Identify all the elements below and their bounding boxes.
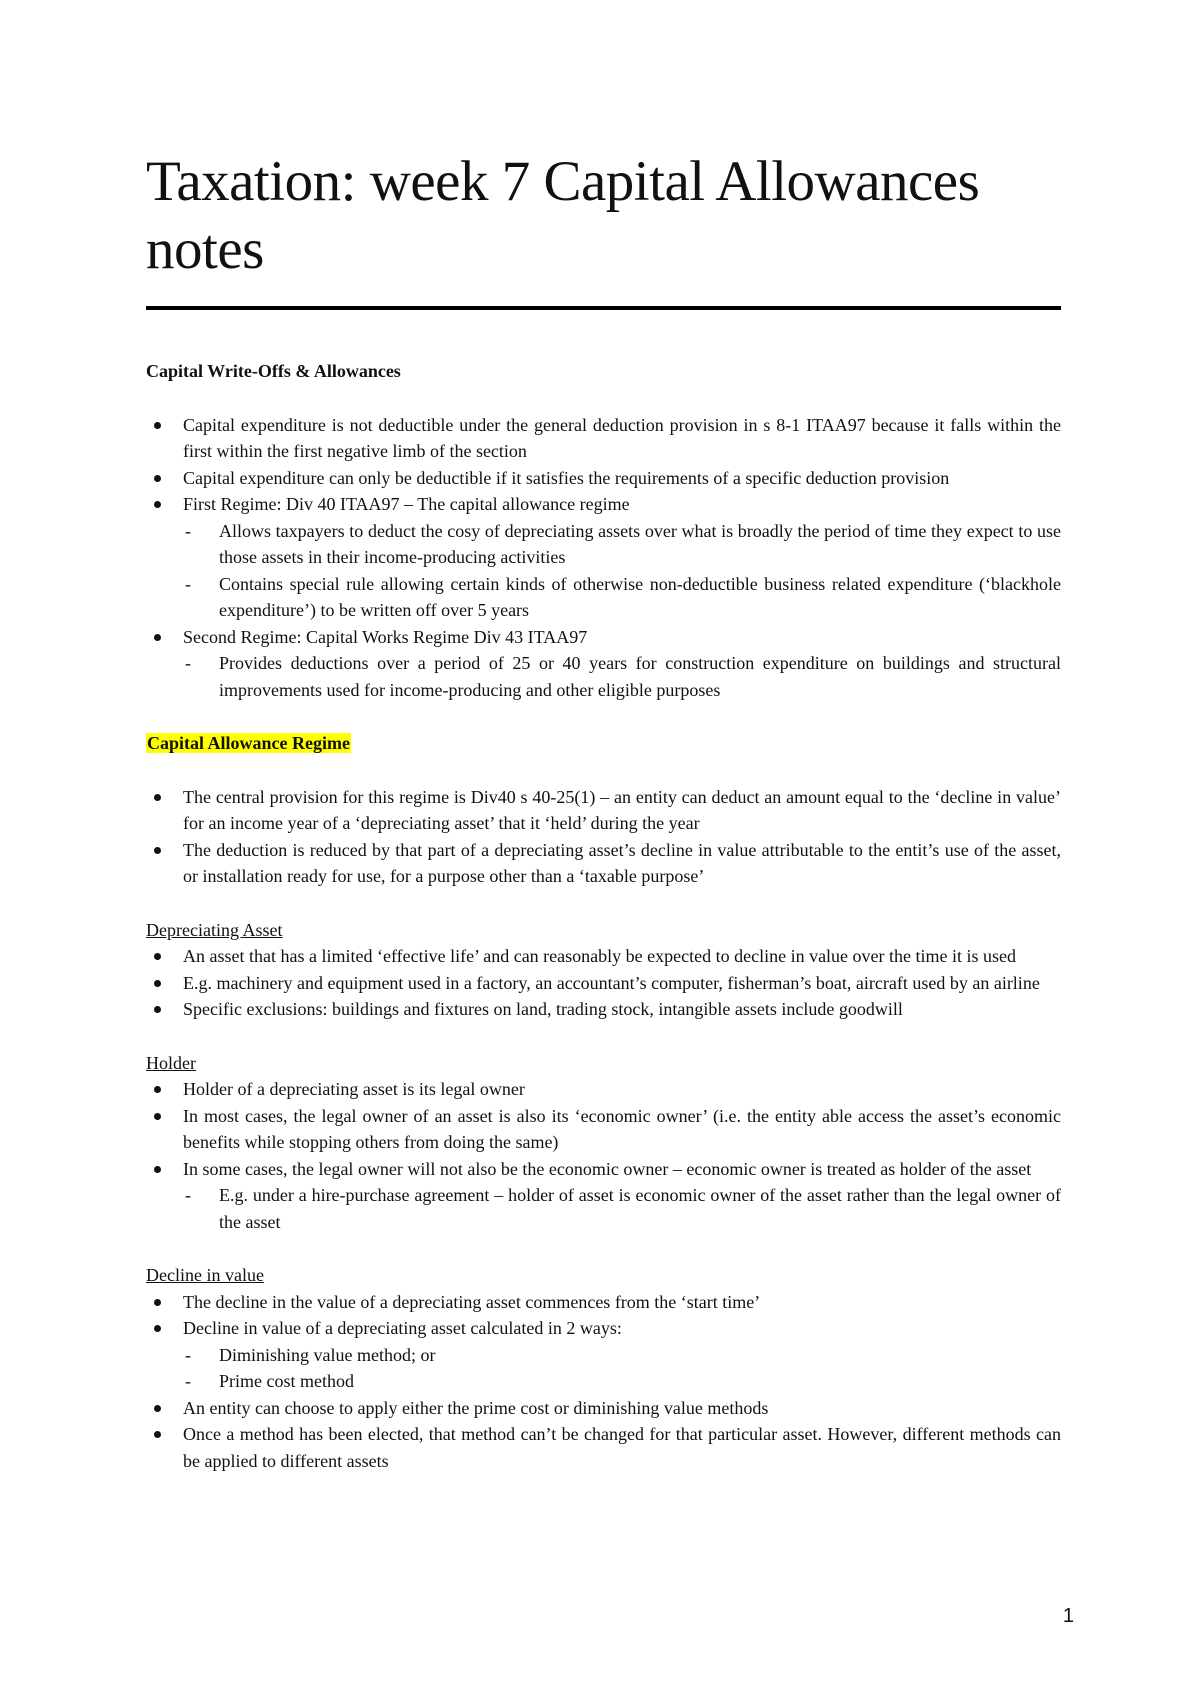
sub-list-item: - Prime cost method — [146, 1368, 1061, 1395]
bullet-list-holder — [146, 1076, 1061, 1235]
section-heading-capital-write-offs: Capital Write-Offs & Allowances — [146, 361, 401, 381]
section-heading-holder: Holder — [146, 1052, 196, 1073]
page-number: 1 — [1062, 1605, 1074, 1627]
list-item: Capital expenditure can only be deductible if it satisfies the requirements of a specific deduction provision — [146, 465, 1061, 492]
list-item: Capital expenditure is not deductible under the general deduction provision in s 8-1 ITAA97 because it falls within the first within the first negative limb of the section — [146, 412, 1061, 465]
bullet-list-capital-allowance-regime — [146, 784, 1061, 890]
list-item: The decline in the value of a depreciating asset commences from the ‘start time’ — [146, 1289, 1061, 1316]
list-item: An entity can choose to apply either the prime cost or diminishing value methods — [146, 1395, 1061, 1422]
list-item: An asset that has a limited ‘effective life’ and can reasonably be expected to decline in value over the time it is used — [146, 943, 1061, 970]
list-item: In some cases, the legal owner will not also be the economic owner – economic owner is treated as holder of the asset — [146, 1156, 1061, 1183]
list-item: In most cases, the legal owner of an asset is also its ‘economic owner’ (i.e. the entity able access the asset’s economic benefits while stopping others from doing the same) — [146, 1103, 1061, 1156]
sub-list-item: - Contains special rule allowing certain kinds of otherwise non-deductible business related expenditure (‘blackhole expenditure’) to be written off over 5 years — [146, 571, 1061, 624]
sub-list-item: - E.g. under a hire-purchase agreement – holder of asset is economic owner of the asset rather than the legal owner of the asset — [146, 1182, 1061, 1235]
section-heading-capital-allowance-regime — [146, 730, 1061, 757]
list-item: The deduction is reduced by that part of a depreciating asset’s decline in value attributable to the entit’s use of the asset, or installation ready for use, for a purpose other than a ‘taxable purpose’ — [146, 837, 1061, 890]
sub-list-item: - Allows taxpayers to deduct the cosy of depreciating assets over what is broadly the period of time they expect to use those assets in their income-producing activities — [146, 518, 1061, 571]
section-heading-depreciating-asset: Depreciating Asset — [146, 919, 283, 940]
list-item: Decline in value of a depreciating asset calculated in 2 ways: — [146, 1315, 1061, 1342]
bullet-list-capital-write-offs — [146, 412, 1061, 704]
sub-list-item: - Provides deductions over a period of 25 or 40 years for construction expenditure on buildings and structural improvements used for income-producing and other eligible purposes — [146, 650, 1061, 703]
sub-list-item: - Diminishing value method; or — [146, 1342, 1061, 1369]
list-item: Once a method has been elected, that method can’t be changed for that particular asset. However, different methods can be applied to different assets — [146, 1421, 1061, 1474]
section-heading-decline-in-value: Decline in value — [146, 1265, 264, 1285]
list-item: Holder of a depreciating asset is its legal owner — [146, 1076, 1061, 1103]
list-item: E.g. machinery and equipment used in a factory, an accountant’s computer, fisherman’s boat, aircraft used by an airline — [146, 970, 1061, 997]
document-body — [146, 358, 1061, 1474]
bullet-list-depreciating-asset — [146, 943, 1061, 1023]
list-item: Second Regime: Capital Works Regime Div 43 ITAA97 — [146, 624, 1061, 651]
list-item: First Regime: Div 40 ITAA97 – The capital allowance regime — [146, 491, 1061, 518]
document-title: Taxation: week 7 Capital Allowances notes — [146, 150, 980, 281]
title-divider — [146, 306, 1061, 310]
bullet-list-decline-in-value — [146, 1289, 1061, 1475]
highlighted-heading-text: Capital Allowance Regime — [147, 733, 350, 753]
list-item: The central provision for this regime is Div40 s 40-25(1) – an entity can deduct an amount equal to the ‘decline in value’ for an income year of a ‘depreciating asset’ that it ‘held’ during the year — [146, 784, 1061, 837]
list-item: Specific exclusions: buildings and fixtures on land, trading stock, intangible assets include goodwill — [146, 996, 1061, 1023]
